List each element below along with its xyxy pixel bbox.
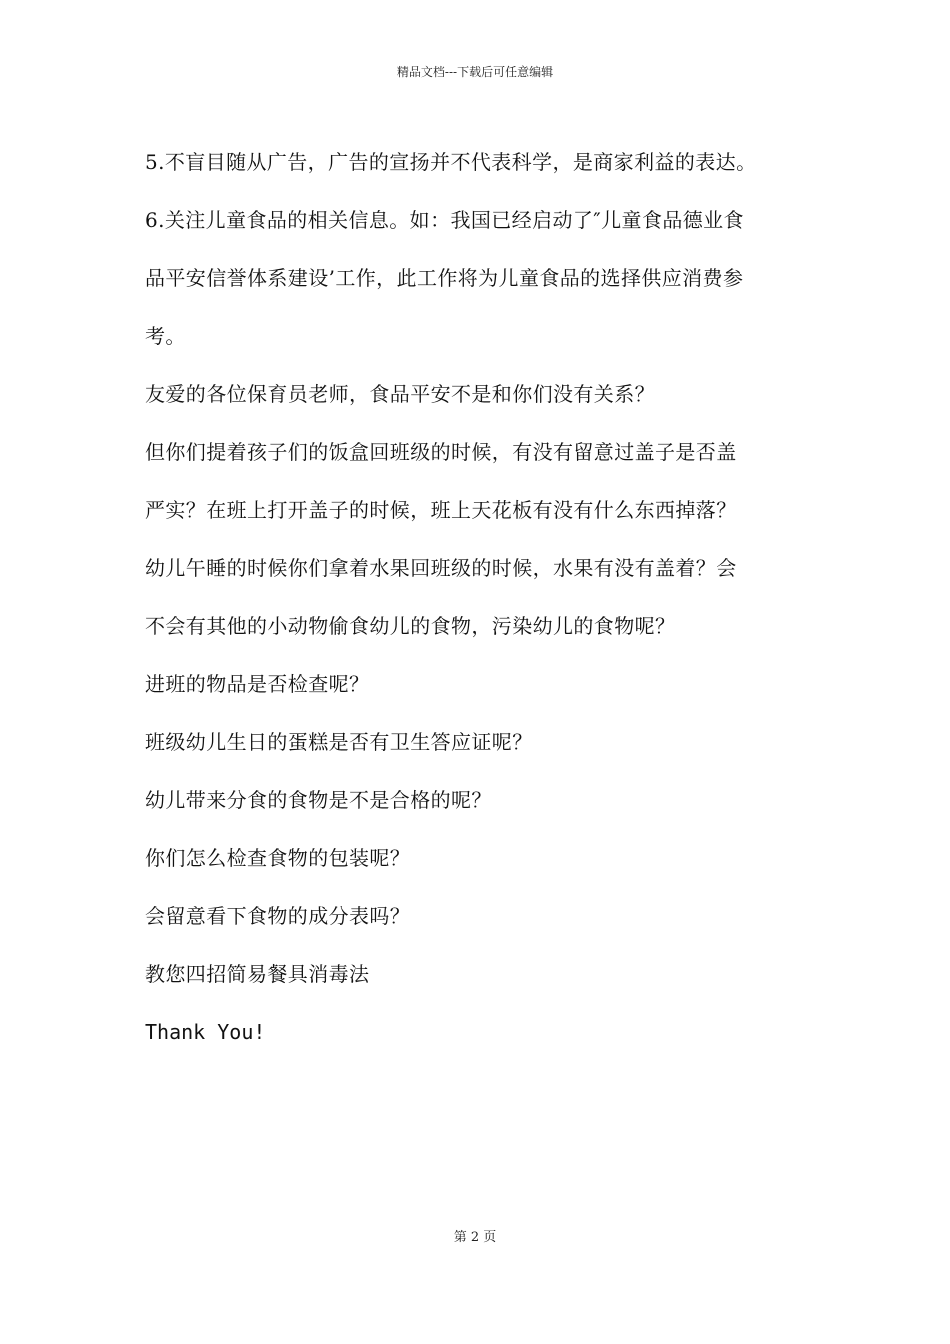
body-line-3: 品平安信誉体系建设’工作，此工作将为儿童食品的选择供应消费参 [145, 266, 744, 290]
page-header: 精品文档---下载后可任意编辑 [396, 65, 554, 79]
body-line-12: 幼儿带来分食的食物是不是合格的呢？ [145, 788, 492, 812]
body-line-7: 严实？在班上打开盖子的时候，班上天花板有没有什么东西掉落？ [145, 498, 737, 522]
body-line-10: 进班的物品是否检查呢？ [145, 672, 370, 696]
body-line-14: 会留意看下食物的成分表吗？ [145, 904, 411, 928]
body-line-6: 但你们提着孩子们的饭盒回班级的时候，有没有留意过盖子是否盖 [145, 440, 737, 464]
page-number: 第 2 页 [453, 1230, 497, 1245]
body-line-16: Thank You! [145, 1020, 266, 1044]
body-line-11: 班级幼儿生日的蛋糕是否有卫生答应证呢？ [145, 730, 533, 754]
body-line-15: 教您四招简易餐具消毒法 [145, 962, 370, 986]
body-line-1: 5.不盲目随从广告，广告的宣扬并不代表科学，是商家利益的表达。 [145, 150, 757, 174]
body-line-13: 你们怎么检查食物的包装呢？ [145, 846, 411, 870]
body-line-8: 幼儿午睡的时候你们拿着水果回班级的时候，水果有没有盖着？会 [145, 556, 737, 580]
body-line-4: 考。 [145, 324, 186, 348]
document-body [145, 133, 815, 1061]
body-line-2: 6.关注儿童食品的相关信息。如：我国已经启动了″儿童食品德业食 [145, 208, 744, 232]
body-line-5: 友爱的各位保育员老师，食品平安不是和你们没有关系？ [145, 382, 655, 406]
body-line-9: 不会有其他的小动物偷食幼儿的食物，污染幼儿的食物呢？ [145, 614, 676, 638]
